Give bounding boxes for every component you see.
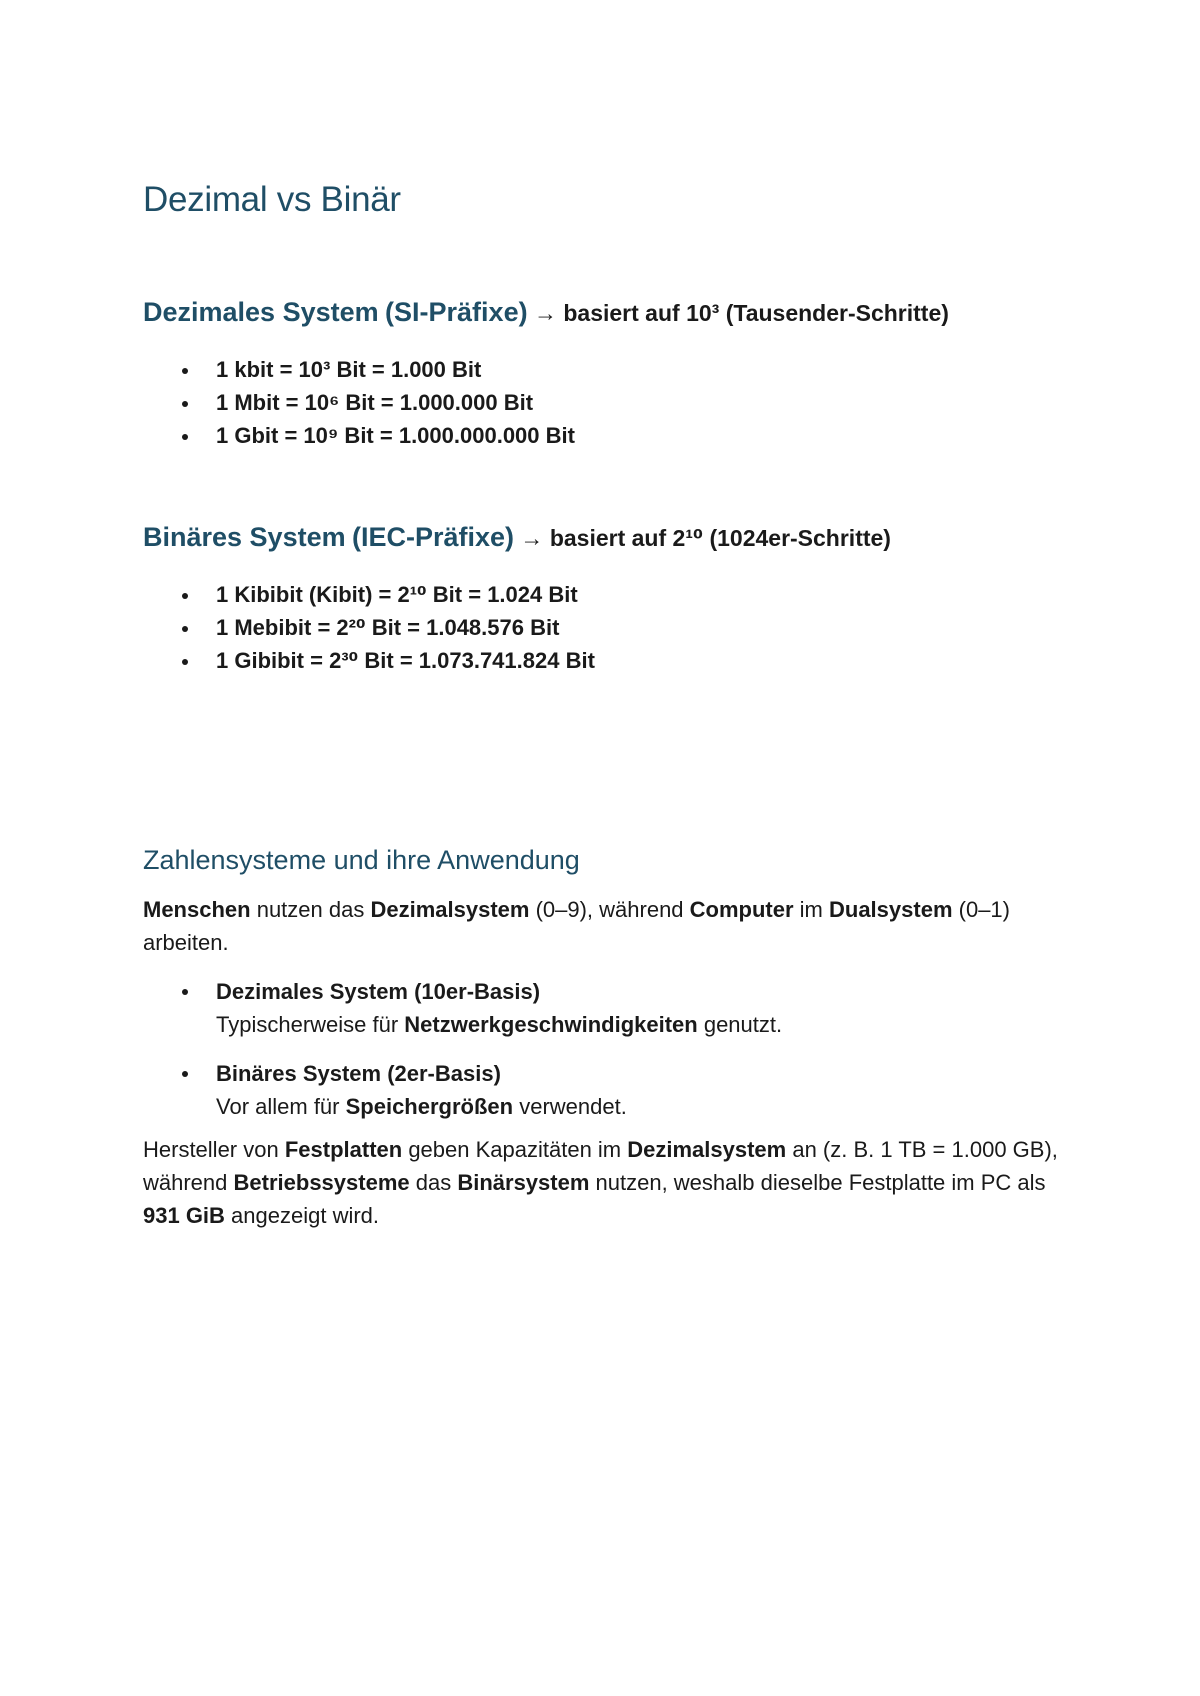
usage-item-desc xyxy=(216,1090,1073,1123)
intro-dual: Dualsystem xyxy=(829,897,953,922)
closing-keyword: Binärsystem xyxy=(457,1170,590,1195)
decimal-list xyxy=(143,355,575,454)
decimal-heading-arrow: → basiert auf xyxy=(527,300,687,326)
intro-computer: Computer xyxy=(689,897,794,922)
intro-paragraph xyxy=(143,893,1073,959)
list-item: 1 Mebibit = 2²⁰ Bit = 1.048.576 Bit xyxy=(143,613,595,646)
closing-text: geben Kapazitäten im xyxy=(402,1137,628,1162)
binary-heading xyxy=(143,522,891,553)
closing-text: das xyxy=(409,1170,458,1195)
binary-heading-arrow: → basiert auf xyxy=(514,525,673,551)
list-item: 1 Mbit = 10⁶ Bit = 1.000.000 Bit xyxy=(143,388,575,421)
intro-text: im xyxy=(793,897,829,922)
closing-text: angezeigt wird. xyxy=(224,1203,380,1228)
list-item: 1 Kibibit (Kibit) = 2¹⁰ Bit = 1.024 Bit xyxy=(143,580,595,613)
list-item xyxy=(143,975,1073,1041)
list-item: 1 Gibibit = 2³⁰ Bit = 1.073.741.824 Bit xyxy=(143,646,595,679)
usage-text: genutzt. xyxy=(697,1012,783,1037)
decimal-heading-base: 10³ xyxy=(686,300,720,326)
usage-list xyxy=(143,975,1073,1139)
closing-text: Hersteller von xyxy=(143,1137,285,1162)
binary-heading-note: (1024er-Schritte) xyxy=(703,525,891,551)
intro-text: (0–9), während xyxy=(529,897,690,922)
usage-text: Typischerweise für xyxy=(216,1012,405,1037)
usage-item-title: Dezimales System (10er-Basis) xyxy=(216,979,541,1004)
list-item: 1 Gbit = 10⁹ Bit = 1.000.000.000 Bit xyxy=(143,421,575,454)
closing-keyword: Dezimalsystem xyxy=(627,1137,787,1162)
page-title: Dezimal vs Binär xyxy=(143,180,401,219)
usage-keyword: Speichergrößen xyxy=(345,1094,514,1119)
list-item xyxy=(143,1057,1073,1123)
decimal-heading-note: (Tausender-Schritte) xyxy=(719,300,949,326)
decimal-heading xyxy=(143,297,949,328)
usage-keyword: Netzwerkgeschwindigkeiten xyxy=(404,1012,698,1037)
decimal-heading-label: Dezimales System xyxy=(143,297,379,327)
binary-list xyxy=(143,580,595,679)
section-heading: Zahlensysteme und ihre Anwendung xyxy=(143,845,580,875)
intro-humans: Menschen xyxy=(143,897,251,922)
closing-text: nutzen, weshalb dieselbe Festplatte im PC als xyxy=(589,1170,1046,1195)
usage-text: Vor allem für xyxy=(216,1094,346,1119)
closing-keyword: Festplatten xyxy=(284,1137,403,1162)
binary-heading-prefix: (IEC-Präfixe) xyxy=(352,522,515,552)
list-item: 1 kbit = 10³ Bit = 1.000 Bit xyxy=(143,355,575,388)
closing-text: an (z. B. 1 TB = 1.000 GB), während xyxy=(143,1137,1058,1195)
intro-text: nutzen das xyxy=(250,897,371,922)
closing-keyword: 931 GiB xyxy=(143,1203,225,1228)
binary-heading-base: 2¹⁰ xyxy=(672,525,704,551)
decimal-heading-prefix: (SI-Präfixe) xyxy=(385,297,528,327)
intro-decimal: Dezimalsystem xyxy=(370,897,530,922)
usage-text: verwendet. xyxy=(513,1094,627,1119)
closing-keyword: Betriebssysteme xyxy=(233,1170,410,1195)
intro-text: (0–1) arbeiten. xyxy=(143,897,1010,955)
usage-item-title: Binäres System (2er-Basis) xyxy=(216,1061,501,1086)
closing-paragraph xyxy=(143,1133,1073,1232)
binary-heading-label: Binäres System xyxy=(143,522,346,552)
usage-item-desc xyxy=(216,1008,1073,1041)
